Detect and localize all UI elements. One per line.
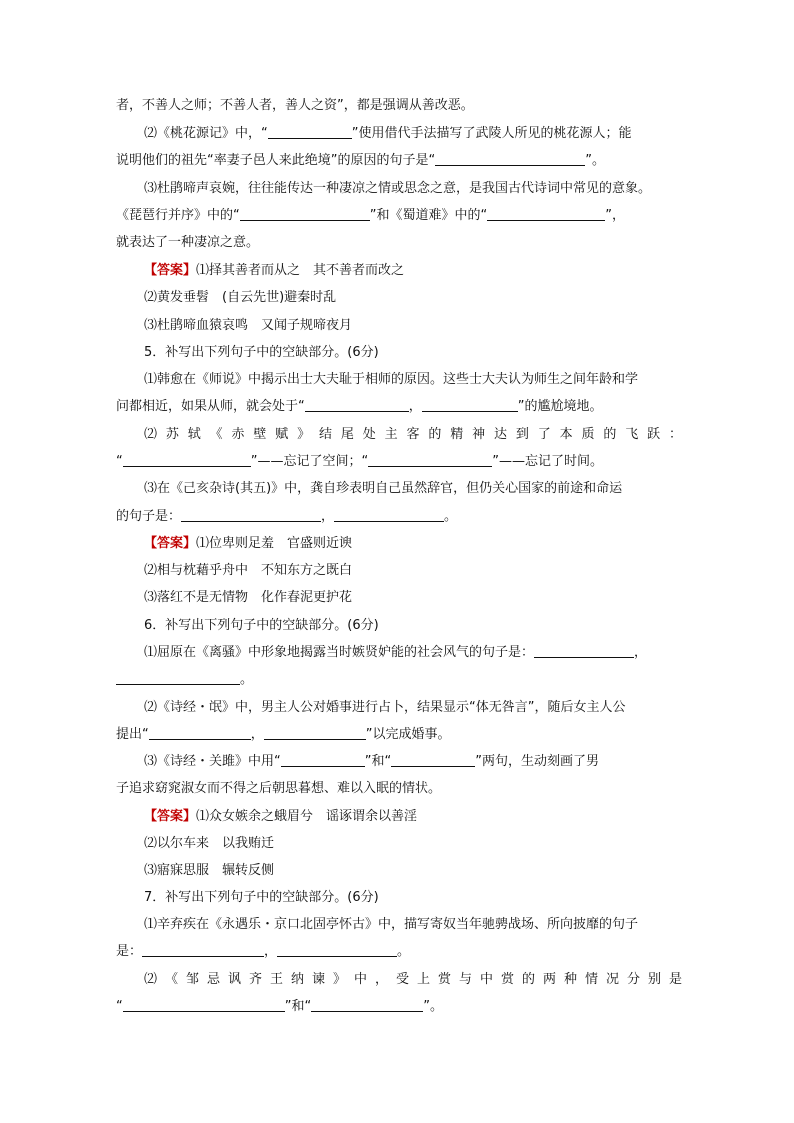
answer-blank[interactable] bbox=[422, 398, 518, 412]
text: 《琵琶行并序》中的“ bbox=[116, 208, 240, 223]
q4-line-1 bbox=[116, 96, 682, 116]
text: 子追求窈窕淑女而不得之后朝思暮想、难以入眠的情状。 bbox=[116, 781, 442, 796]
q6-line-6 bbox=[116, 779, 682, 799]
answer-blank[interactable] bbox=[311, 998, 423, 1012]
answer-blank[interactable] bbox=[116, 671, 240, 685]
answer-blank[interactable] bbox=[391, 753, 475, 767]
q5-line-4 bbox=[116, 452, 682, 472]
answer-blank[interactable] bbox=[142, 943, 264, 957]
text: ⑴辛弃疾在《永遇乐・京口北固亭怀古》中，描写寄奴当年驰骋战场、所向披靡的句子 bbox=[144, 917, 639, 932]
text: ”——忘记了空间；“ bbox=[250, 454, 369, 469]
q5-line-3 bbox=[144, 425, 682, 445]
question-heading: 7．补写出下列句子中的空缺部分。(6分) bbox=[144, 890, 379, 905]
answer-blank[interactable] bbox=[123, 998, 285, 1012]
text: 就表达了一种凄凉之意。 bbox=[116, 235, 260, 250]
answer-blank[interactable] bbox=[277, 943, 397, 957]
q5-line-5 bbox=[144, 479, 682, 499]
text: ”。 bbox=[423, 999, 443, 1014]
text: “ bbox=[116, 454, 123, 469]
text: ”和“ bbox=[284, 999, 312, 1014]
q7-line-2 bbox=[116, 942, 682, 962]
text: ”。 bbox=[585, 153, 605, 168]
q6-line-4 bbox=[116, 725, 682, 745]
answer-blank[interactable] bbox=[487, 207, 605, 221]
q6-answer-1 bbox=[144, 807, 682, 827]
answer-blank[interactable] bbox=[264, 726, 366, 740]
answer-blank[interactable] bbox=[435, 152, 585, 166]
answer-blank[interactable] bbox=[181, 508, 321, 522]
q5-answer-1 bbox=[144, 534, 682, 554]
answer-blank[interactable] bbox=[149, 726, 251, 740]
q5-heading bbox=[144, 343, 682, 363]
text: 说明他们的祖先“率妻子邑人来此绝境”的原因的句子是“ bbox=[116, 153, 436, 168]
q5-answer-3 bbox=[144, 588, 682, 608]
q7-heading bbox=[144, 888, 682, 908]
text: ⑴屈原在《离骚》中形象地揭露当时嫉贤妒能的社会风气的句子是： bbox=[144, 645, 535, 660]
q7-line-3 bbox=[144, 970, 682, 990]
answer-blank[interactable] bbox=[305, 398, 409, 412]
text: ⑴择其善者而从之 其不善者而改之 bbox=[196, 263, 405, 278]
text: ⑵黄发垂髫 (自云先世)避秦时乱 bbox=[144, 290, 337, 305]
text: 问都相近，如果从师，就会处于“ bbox=[116, 399, 305, 414]
text: ⑶《诗经・关雎》中用“ bbox=[144, 754, 281, 769]
text: 。 bbox=[444, 509, 458, 524]
text: ⑴韩愈在《师说》中揭示出士大夫耻于相师的原因。这些士大夫认为师生之间年龄和学 bbox=[144, 372, 639, 387]
text: “ bbox=[116, 999, 123, 1014]
text: ⑶落红不是无情物 化作春泥更护花 bbox=[144, 590, 353, 605]
text: ⑵ 《 邹 忌 讽 齐 王 纳 谏 》 中 ， 受 上 赏 与 中 赏 的 两 种 情 况 分 别 是 bbox=[144, 972, 682, 987]
answer-blank[interactable] bbox=[240, 207, 370, 221]
q5-line-6 bbox=[116, 507, 682, 527]
q5-answer-2 bbox=[144, 561, 682, 581]
answer-tag: 【答案】 bbox=[144, 536, 197, 551]
answer-blank[interactable] bbox=[268, 125, 352, 139]
text: ⑶在《己亥杂诗(其五)》中，龚自珍表明自己虽然辞官，但仍关心国家的前途和命运 bbox=[144, 481, 623, 496]
answer-blank[interactable] bbox=[534, 644, 634, 658]
text: ”以完成婚事。 bbox=[365, 727, 451, 742]
text: 者，不善人之师；不善人者，善人之资”，都是强调从善改恶。 bbox=[116, 98, 474, 113]
text: ”使用借代手法描写了武陵人所见的桃花源人；能 bbox=[351, 126, 632, 141]
text: ”——忘记了时间。 bbox=[492, 454, 603, 469]
q5-line-1 bbox=[144, 370, 682, 390]
text: ⑶杜鹃啼声哀婉，往往能传达一种凄凉之情或思念之意，是我国古代诗词中常见的意象。 bbox=[144, 181, 652, 196]
text: ⑴位卑则足羞 官盛则近谀 bbox=[196, 536, 353, 551]
answer-blank[interactable] bbox=[368, 453, 492, 467]
text: ⑶寤寐思服 辗转反侧 bbox=[144, 863, 275, 878]
q4-line-6 bbox=[116, 233, 682, 253]
q4-line-5 bbox=[116, 206, 682, 226]
text: ⑶杜鹃啼血猿哀鸣 又闻子规啼夜月 bbox=[144, 318, 353, 333]
q6-line-2 bbox=[116, 670, 682, 690]
q4-answer-2 bbox=[144, 288, 682, 308]
text: 。 bbox=[240, 672, 254, 687]
q6-heading bbox=[144, 616, 682, 636]
text: ⑵《诗经・氓》中，男主人公对婚事进行占卜，结果显示“体无咎言”，随后女主人公 bbox=[144, 700, 626, 715]
text: ⑵相与枕藉乎舟中 不知东方之既白 bbox=[144, 563, 353, 578]
answer-blank[interactable] bbox=[123, 453, 251, 467]
q4-answer-3 bbox=[144, 316, 682, 336]
text: 。 bbox=[397, 944, 411, 959]
text: ⑵以尔车来 以我贿迁 bbox=[144, 836, 275, 851]
text: ， bbox=[408, 399, 422, 414]
q6-line-3 bbox=[144, 698, 682, 718]
answer-blank[interactable] bbox=[281, 753, 365, 767]
q7-line-4 bbox=[116, 997, 682, 1017]
text: ”和“ bbox=[364, 754, 392, 769]
answer-tag: 【答案】 bbox=[144, 263, 197, 278]
text: ， bbox=[321, 509, 335, 524]
question-heading: 5．补写出下列句子中的空缺部分。(6分) bbox=[144, 345, 379, 360]
text: ”的尴尬境地。 bbox=[517, 399, 603, 414]
text: ⑵《桃花源记》中，“ bbox=[144, 126, 268, 141]
question-heading: 6．补写出下列句子中的空缺部分。(6分) bbox=[144, 618, 379, 633]
text: ， bbox=[250, 727, 264, 742]
q4-answer-1 bbox=[144, 261, 682, 281]
text: ”两句，生动刻画了男 bbox=[475, 754, 599, 769]
q7-line-1 bbox=[144, 915, 682, 935]
text: ⑵ 苏 轼 《 赤 壁 赋 》 结 尾 处 主 客 的 精 神 达 到 了 本 质 的 飞 跃 ： bbox=[144, 427, 682, 442]
q6-answer-2 bbox=[144, 834, 682, 854]
text: ”和《蜀道难》中的“ bbox=[369, 208, 488, 223]
text: 的句子是： bbox=[116, 509, 182, 524]
q6-answer-3 bbox=[144, 861, 682, 881]
text: 是： bbox=[116, 944, 143, 959]
q4-line-2 bbox=[144, 124, 682, 144]
text: ⑴众女嫉余之蛾眉兮 谣诼谓余以善淫 bbox=[196, 809, 418, 824]
q6-line-1 bbox=[144, 643, 682, 663]
answer-tag: 【答案】 bbox=[144, 809, 197, 824]
q5-line-2 bbox=[116, 397, 682, 417]
q4-line-3 bbox=[116, 151, 682, 171]
text: ， bbox=[264, 944, 278, 959]
q6-line-5 bbox=[144, 752, 682, 772]
text: 提出“ bbox=[116, 727, 149, 742]
text: ， bbox=[634, 645, 648, 660]
text: ”， bbox=[605, 208, 625, 223]
q4-line-4 bbox=[144, 179, 682, 199]
answer-blank[interactable] bbox=[334, 508, 444, 522]
